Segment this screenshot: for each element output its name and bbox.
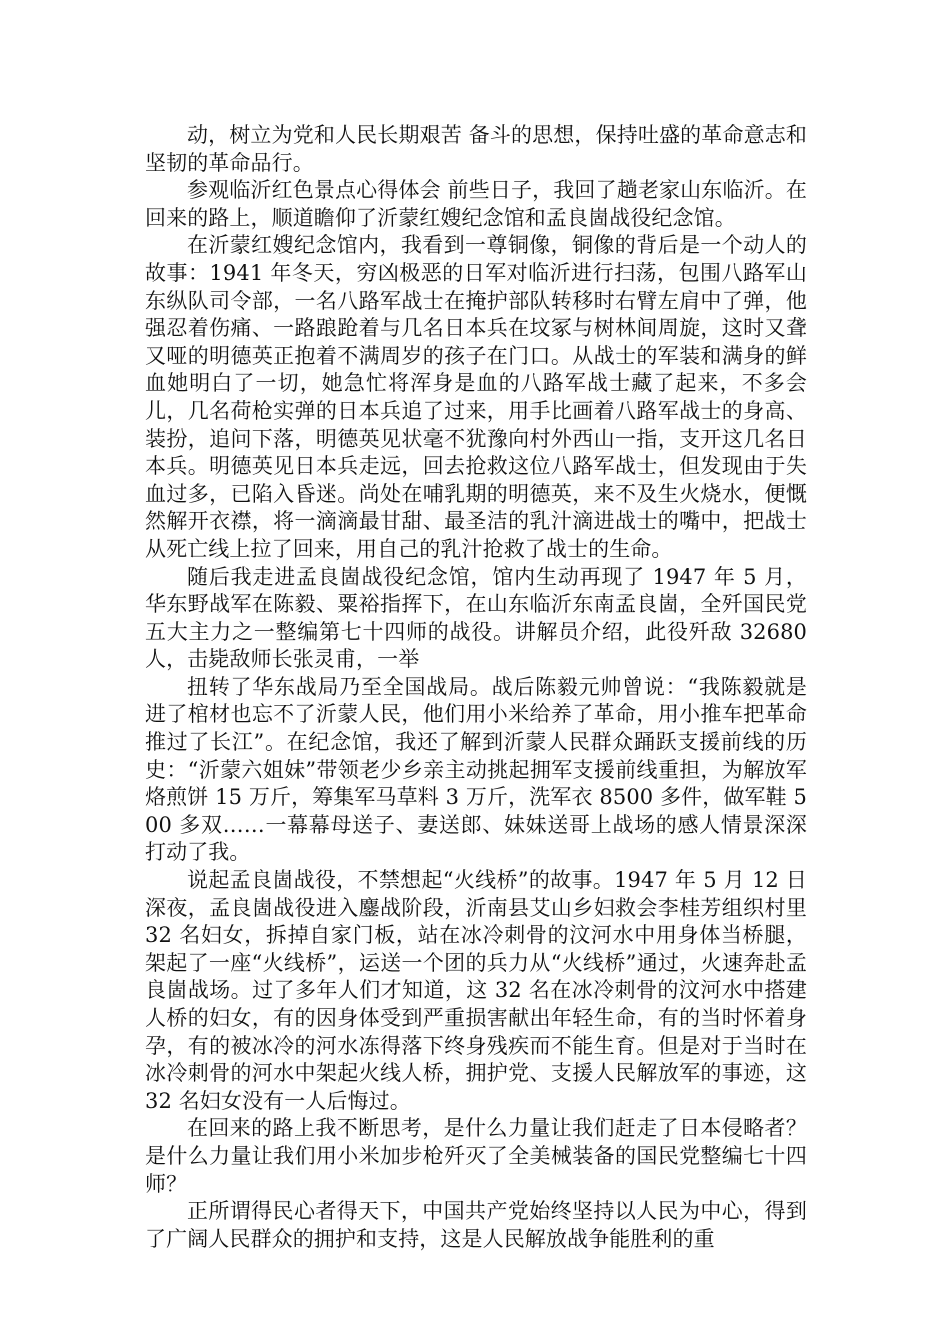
paragraph-3: 在沂蒙红嫂纪念馆内，我看到一尊铜像，铜像的背后是一个动人的故事：1941 年冬天，穷凶极恶的日军对临沂进行扫荡，包围八路军山东纵队司令部，一名八路军战士在掩护部队转移时右臂左肩中了弹，他强忍着伤痛、一路踉跄着与几名日本兵在坟冢与树林间周旋，这时又聋又哑的明德英正抱着不满周岁的孩子在门口。从战士的军装和满身的鲜血她明白了一切，她急忙将浑身是血的八路军战士藏了起来，不多会儿，几名荷枪实弹的日本兵追了过来，用手比画着八路军战士的身高、装扮，追问下落，明德英见状毫不犹豫向村外西山一指，支开这几名日本兵。明德英见日本兵走远，回去抢救这位八路军战士，但发现由于失血过多，已陷入昏迷。尚处在哺乳期的明德英，来不及生火烧水，便慨然解开衣襟，将一滴滴最甘甜、最圣洁的乳汁滴进战士的嘴中，把战士从死亡线上拉了回来，用自己的乳汁抢救了战士的生命。 <box>145 233 807 561</box>
paragraph-7: 在回来的路上我不断思考，是什么力量让我们赶走了日本侵略者？是什么力量让我们用小米加步枪歼灭了全美械装备的国民党整编七十四师？ <box>145 1116 807 1196</box>
paragraph-8: 正所谓得民心者得天下，中国共产党始终坚持以人民为中心，得到了广阔人民群众的拥护和支持，这是人民解放战争能胜利的重 <box>145 1199 807 1251</box>
paragraph-1: 动，树立为党和人民长期艰苦 备斗的思想，保持吐盛的革命意志和坚韧的革命品行。 <box>145 123 807 175</box>
document-body <box>145 122 807 1253</box>
paragraph-4: 随后我走进孟良崮战役纪念馆，馆内生动再现了 1947 年 5 月，华东野战军在陈毅、粟裕指挥下，在山东临沂东南孟良崮，全歼国民党五大主力之一整编第七十四师的战役。讲解员介绍，此役歼敌 32680 人，击毙敌师长张灵甫，一举 <box>145 564 807 672</box>
paragraph-5: 扭转了华东战局乃至全国战局。战后陈毅元帅曾说：“我陈毅就是进了棺材也忘不了沂蒙人民，他们用小米给养了革命，用小推车把革命推过了长江”。在纪念馆，我还了解到沂蒙人民群众踊跃支援前线的历史：“沂蒙六姐妹”带领老少乡亲主动挑起拥军支援前线重担，为解放军烙煎饼 15 万斤，筹集军马草料 3 万斤，洗军衣 8500 多件，做军鞋 500 多双……一幕幕母送子、妻送郎、妹妹送哥上战场的感人情景深深打动了我。 <box>145 674 807 865</box>
paragraph-6: 说起孟良崮战役，不禁想起“火线桥”的故事。1947 年 5 月 12 日深夜，孟良崮战役进入鏖战阶段，沂南县艾山乡妇救会李桂芳组织村里 32 名妇女，拆掉自家门板，站在冰冷刺骨的汶河水中用身体当桥腿，架起了一座“火线桥”，运送一个团的兵力从“火线桥”通过，火速奔赴孟良崮战场。过了多年人们才知道，这 32 名在冰冷刺骨的汶河水中搭建人桥的妇女，有的因身体受到严重损害献出年轻生命，有的当时怀着身孕，有的被冰冷的河水冻得落下终身残疾而不能生育。但是对于当时在冰冷刺骨的河水中架起火线人桥，拥护党、支援人民解放军的事迹，这 32 名妇女没有一人后悔过。 <box>145 868 807 1113</box>
paragraph-2: 参观临沂红色景点心得体会 前些日子，我回了趟老家山东临沂。在回来的路上，顺道瞻仰了沂蒙红嫂纪念馆和孟良崮战役纪念馆。 <box>145 178 807 230</box>
